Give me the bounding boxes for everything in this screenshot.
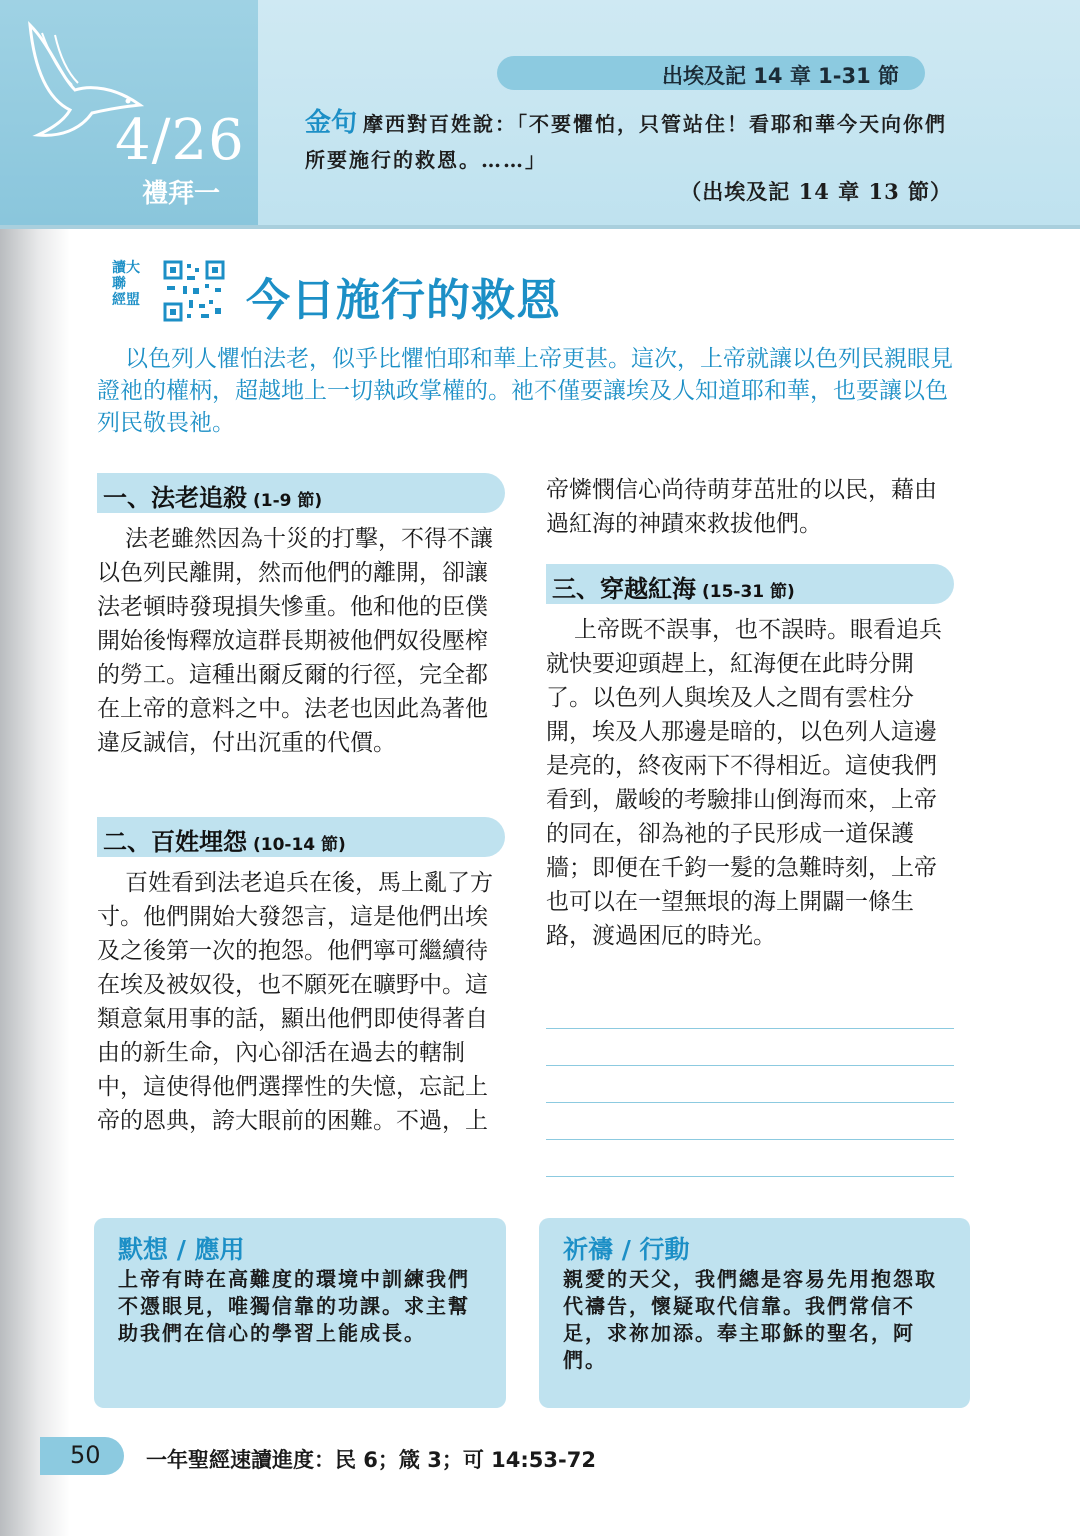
section-body-3: 上帝既不誤事，也不誤時。眼看追兵就快要迎頭趕上，紅海便在此時分開了。以色列人與埃及人之間有雲柱分開，埃及人那邊是暗的，以色列人這邊是亮的，終夜兩下不得相近。這使我們看到，嚴峻的考驗排山倒海而來，上帝的同在，卻為祂的子民形成一道保護牆；即便在千鈞一髮的急難時刻，上帝也可以在一望無垠的海上開闢一條生路，渡過困厄的時光。 (546, 617, 942, 949)
section-heading-3 (546, 564, 954, 604)
section-title-3: 三、穿越紅海 (552, 575, 696, 603)
golden-verse-label: 金句 (305, 108, 358, 138)
qr-label: 讀大 聯 經盟 (112, 260, 140, 308)
page-edge-shadow (0, 0, 70, 1536)
note-line[interactable] (546, 1102, 954, 1139)
golden-verse (305, 105, 955, 178)
reflection-body: 上帝有時在高難度的環境中訓練我們不憑眼見，唯獨信靠的功課。求主幫助我們在信心的學習上能成長。 (118, 1267, 470, 1345)
weekday: 禮拜一 (142, 179, 221, 209)
section-heading-2 (97, 817, 505, 857)
page-title: 今日施行的救恩 (246, 275, 561, 326)
prayer-body: 親愛的天父，我們總是容易先用抱怨取代禱告，懷疑取代信靠。我們常信不足，求祢加添。奉主耶穌的聖名，阿們。 (563, 1267, 937, 1372)
golden-verse-source: （出埃及記 14 章 13 節） (680, 179, 952, 204)
section-title-2: 二、百姓埋怨 (103, 828, 247, 856)
golden-verse-text: 摩西對百姓說：「不要懼怕，只管站住！看耶和華今天向你們所要施行的救恩。……」 (305, 112, 948, 172)
page-number: 50 (70, 1441, 101, 1469)
intro-paragraph: 以色列人懼怕法老，似乎比懼怕耶和華上帝更甚。這次，上帝就讓以色列民親眼見證祂的權柄，超越地上一切執政掌權的。祂不僅要讓埃及人知道耶和華，也要讓以色列民敬畏祂。 (97, 346, 953, 436)
note-line[interactable] (546, 1065, 954, 1102)
reflection-box (94, 1218, 506, 1408)
page-header (0, 0, 1080, 229)
section-verses-1: (1-9 節) (253, 491, 323, 511)
scripture-reference-pill (497, 56, 925, 90)
date: 4/26 (115, 108, 245, 173)
section-heading-1 (97, 473, 505, 513)
qr-code-icon[interactable] (163, 260, 225, 322)
section-body-2-continued: 帝憐憫信心尚待萌芽茁壯的以民，藉由過紅海的神蹟來救拔他們。 (546, 477, 937, 537)
date-block (0, 0, 258, 225)
note-line[interactable] (546, 1176, 954, 1213)
note-lines[interactable] (546, 1028, 954, 1213)
prayer-box (539, 1218, 970, 1408)
section-verses-2: (10-14 節) (253, 835, 346, 855)
reflection-heading: 默想 / 應用 (118, 1235, 245, 1264)
section-title-1: 一、法老追殺 (103, 484, 247, 512)
section-verses-3: (15-31 節) (702, 582, 795, 602)
scripture-reference: 出埃及記 14 章 1-31 節 (661, 64, 899, 88)
note-line[interactable] (546, 1139, 954, 1176)
section-body-1: 法老雖然因為十災的打擊，不得不讓以色列民離開，然而他們的離開，卻讓法老頓時發現損失慘重。他和他的臣僕開始後悔釋放這群長期被他們奴役壓榨的勞工。這種出爾反爾的行徑，完全都在上帝的意料之中。法老也因此為著他違反誠信，付出沉重的代價。 (97, 526, 493, 756)
note-line[interactable] (546, 1028, 954, 1065)
section-body-2: 百姓看到法老追兵在後，馬上亂了方寸。他們開始大發怨言，這是他們出埃及之後第一次的抱怨。他們寧可繼續待在埃及被奴役，也不願死在曠野中。這類意氣用事的話，顯出他們即使得著自由的新生命，內心卻活在過去的轄制中，這使得他們選擇性的失憶，忘記上帝的恩典，誇大眼前的困難。不過，上 (97, 870, 493, 1134)
reading-progress: 一年聖經速讀進度：民 6；箴 3；可 14:53-72 (146, 1448, 596, 1472)
prayer-heading: 祈禱 / 行動 (563, 1235, 690, 1264)
